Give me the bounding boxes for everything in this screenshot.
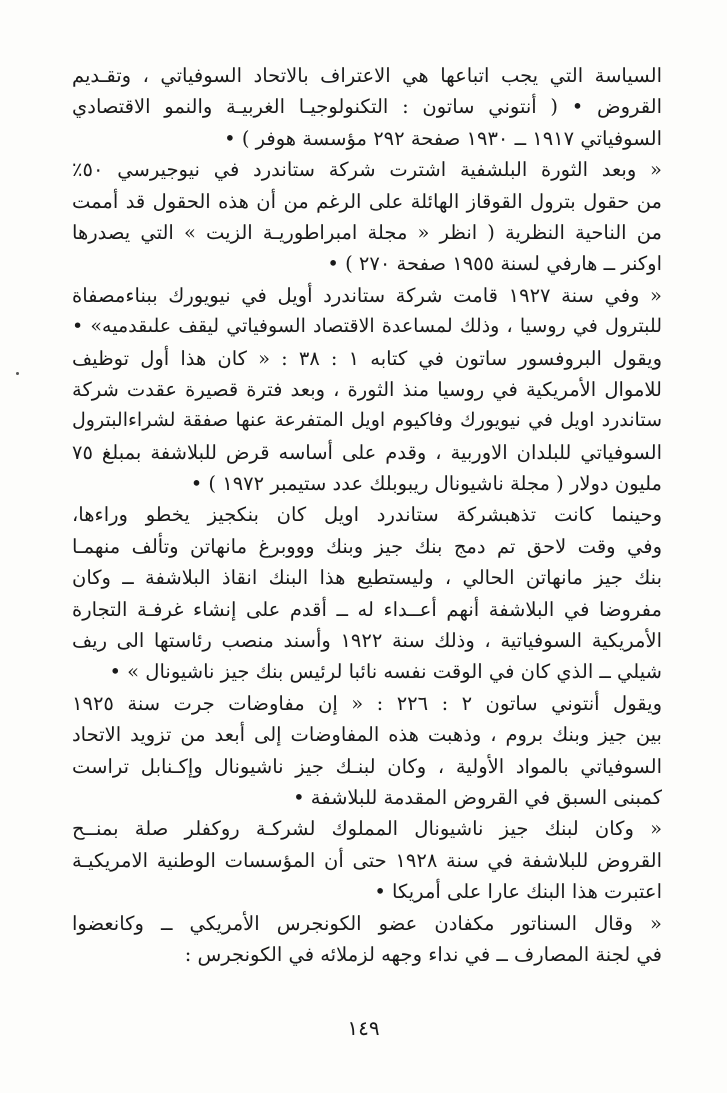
- text-line: كمبنى السبق في القروض المقدمة للبلاشفة •: [293, 785, 662, 809]
- text-line: ستاندرد اويل في نيويورك وفاكيوم اويل المتفرعة عنها صفقة لشراءالبترول: [72, 409, 662, 432]
- text-line: بين جيز وبنك بروم ، وذهبت هذه المفاوضات إلى أبعد من تزويد الاتحاد: [72, 723, 662, 747]
- text-line: « وبعد الثورة البلشفية اشترت شركة ستاندرد في نيوجيرسي ٥٠٪: [72, 158, 662, 182]
- text-line: بنك جيز مانهاتن الحالي ، وليستطيع هذا البنك انقاذ البلاشفة ــ وكان: [72, 566, 662, 590]
- text-line: السوفياتي بالمواد الأولية ، وكان لبنـك جيز ناشيونال وإكـنابل تراست: [72, 754, 662, 778]
- text-line: « وفي سنة ١٩٢٧ قامت شركة ستاندرد أويل في نيويورك ببناءمصفاة: [72, 283, 662, 307]
- text-line: وحينما كانت تذهبشركة ستاندرد اويل كان بنكجيز يخطو وراءها،: [72, 503, 662, 527]
- text-line: السوفياتي ١٩١٧ ــ ١٩٣٠ صفحة ٢٩٢ مؤسسة هوفر ) •: [224, 126, 662, 150]
- page-number: ١٤٩: [347, 1016, 380, 1040]
- text-line: من الناحية النظرية ( انظر « مجلة امبراطوريـة الزيت » التي يصدرها: [72, 220, 662, 244]
- text-line: مفروضا في البلاشفة أنهم أعــداء له ــ أقدم على إنشاء غرفـة التجارة: [72, 597, 662, 621]
- text-line: ويقول أنتوني ساتون ٢ : ٢٢٦ : « إن مفاوضات جرت سنة ١٩٢٥: [72, 691, 662, 715]
- text-line: القروض • ( أنتوني ساتون : التكنولوجيـا الغربيـة والنمو الاقتصادي: [72, 95, 662, 119]
- text-line: للبترول في روسيا ، وذلك لمساعدة الاقتصاد السوفياتي ليقف علىقدميه» •: [72, 315, 662, 338]
- text-line: ويقول البروفسور ساتون في كتابه ١ : ٣٨ : « كان هذا أول توظيف: [72, 346, 662, 370]
- text-line: مليون دولار ( مجلة ناشيونال ريبوبلك عدد ستيمبر ١٩٧٢ ) •: [190, 472, 662, 496]
- text-line: اوكنر ــ هارفي لسنة ١٩٥٥ صفحة ٢٧٠ ) •: [327, 252, 662, 276]
- text-line: « وكان لبنك جيز ناشيونال المملوك لشركـة روكفلر صلة بمنــح: [72, 817, 662, 841]
- text-line: في لجنة المصارف ــ في نداء وجهه لزملائه في الكونجرس :: [184, 942, 662, 966]
- text-line: القروض للبلاشفة في سنة ١٩٢٨ حتى أن المؤسسات الوطنية الامريكيـة: [72, 848, 662, 872]
- text-line: وفي وقت لاحق تم دمج بنك جيز وبنك وووبرغ مانهاتن وتألف منهمـا: [72, 534, 662, 558]
- text-line: « وقال السناتور مكفادن عضو الكونجرس الأمريكي ــ وكانعضوا: [72, 911, 662, 935]
- text-line: للاموال الأمريكية في روسيا منذ الثورة ، وبعد فترة قصيرة عقدت شركة: [72, 377, 662, 401]
- text-line: من حقول بترول القوقاز الهائلة على الرغم من أن هذه الحقول قد أممت: [72, 189, 662, 213]
- text-line: السوفياتي للبلدان الاوربية ، وقدم على أساسه قرض للبلاشفة بمبلغ ٧٥: [72, 440, 662, 464]
- text-line: الأمريكية السوفياتية ، وذلك سنة ١٩٢٢ وأسند منصب رئاستها الى ريف: [72, 629, 662, 653]
- text-line: السياسة التي يجب اتباعها هي الاعتراف بالاتحاد السوفياتي ، وتقـديم: [72, 64, 662, 87]
- text-line: شيلي ــ الذي كان في الوقت نفسه نائبا لرئيس بنك جيز ناشيونال » •: [109, 660, 662, 684]
- text-line: اعتبرت هذا البنك عارا على أمريكا •: [374, 880, 662, 904]
- scan-speck: [16, 372, 19, 375]
- body-text: [72, 60, 662, 970]
